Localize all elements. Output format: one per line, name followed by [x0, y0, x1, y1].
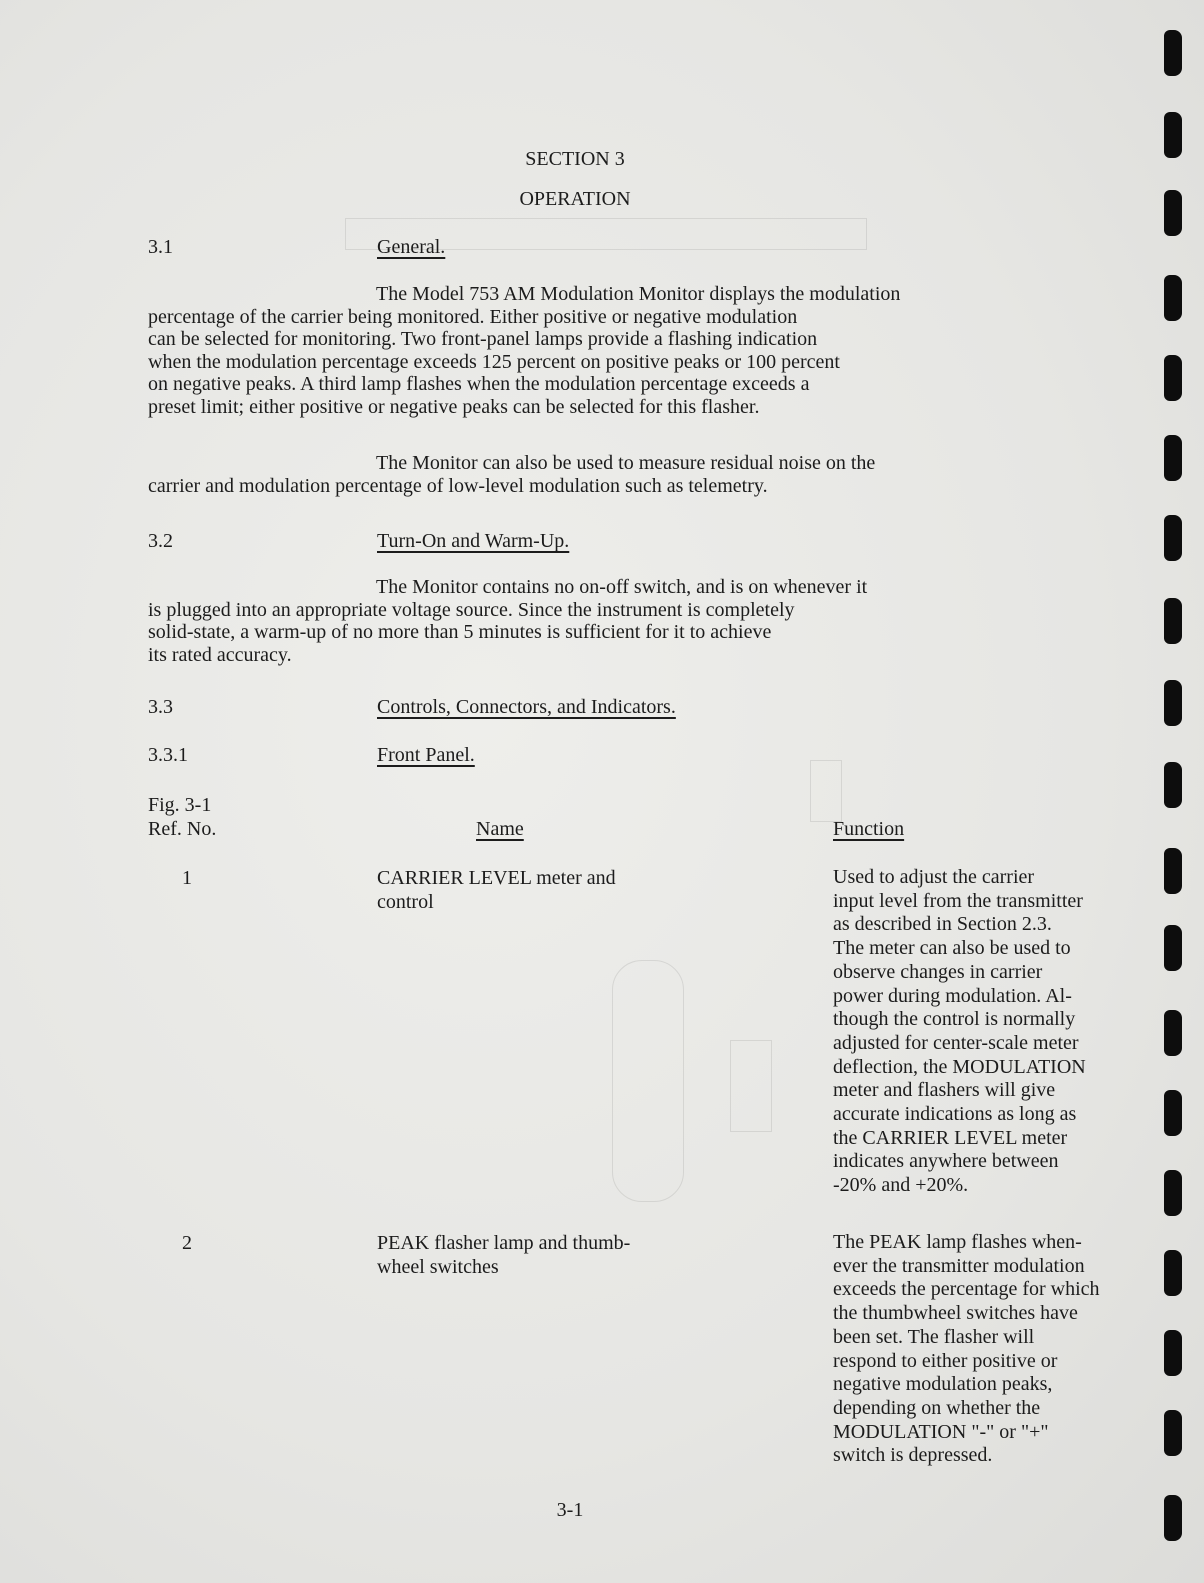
table-row-function — [833, 866, 1086, 1198]
paragraph — [148, 283, 1098, 418]
ref-column-header: Fig. 3-1 — [148, 794, 212, 816]
function-line: deflection, the MODULATION — [833, 1055, 1086, 1078]
table-row-name — [377, 1231, 630, 1279]
section-heading: Turn-On and Warm-Up. — [377, 530, 570, 552]
binder-hole-tab — [1164, 1330, 1182, 1376]
paragraph-line: on negative peaks. A third lamp flashes when the modulation percentage exceeds a — [148, 373, 810, 395]
name-line: PEAK flasher lamp and thumb- — [377, 1232, 631, 1254]
section-heading: General. — [377, 236, 446, 258]
name-line: CARRIER LEVEL meter and — [377, 867, 616, 889]
function-line: depending on whether the — [833, 1396, 1041, 1419]
paragraph-line: percentage of the carrier being monitored. Either positive or negative modulation — [148, 305, 798, 328]
function-line: accurate indications as long as — [833, 1103, 1077, 1126]
function-line: ever the transmitter modulation — [833, 1254, 1085, 1277]
binder-hole-tab — [1164, 762, 1182, 808]
paragraph-line: The Model 753 AM Modulation Monitor displays the modulation — [376, 283, 901, 305]
function-line: The PEAK lamp flashes when- — [833, 1231, 1082, 1253]
binder-hole-tab — [1164, 515, 1182, 561]
function-line: The meter can also be used to — [833, 937, 1071, 960]
function-line: as described in Section 2.3. — [833, 913, 1052, 936]
function-line: MODULATION "-" or "+" — [833, 1420, 1049, 1443]
binder-hole-tab — [1164, 355, 1182, 401]
function-line: meter and flashers will give — [833, 1079, 1056, 1102]
function-line: been set. The flasher will — [833, 1325, 1035, 1348]
paragraph-line: its rated accuracy. — [148, 643, 292, 666]
paragraph-line: carrier and modulation percentage of low-level modulation such as telemetry. — [148, 474, 768, 497]
binder-hole-tab — [1164, 435, 1182, 481]
section-number: 3.1 — [148, 236, 173, 258]
table-row-function — [833, 1231, 1100, 1468]
binder-hole-tab — [1164, 1170, 1182, 1216]
page-number: 3-1 — [556, 1499, 584, 1521]
binder-hole-tab — [1164, 925, 1182, 971]
paragraph-line: The Monitor can also be used to measure residual noise on the — [376, 452, 876, 474]
binder-hole-tab — [1164, 598, 1182, 644]
bleed-through-mark — [730, 1040, 772, 1132]
binder-hole-tab — [1164, 112, 1182, 158]
function-line: though the control is normally — [833, 1008, 1076, 1031]
function-line: the CARRIER LEVEL meter — [833, 1126, 1068, 1149]
name-line: wheel switches — [377, 1256, 499, 1278]
function-column-header: Function — [833, 818, 905, 840]
section-number: 3.2 — [148, 530, 173, 552]
bleed-through-mark — [810, 760, 842, 822]
function-line: adjusted for center-scale meter — [833, 1031, 1079, 1054]
paragraph-line: can be selected for monitoring. Two front-panel lamps provide a flashing indication — [148, 328, 818, 350]
function-line: -20% and +20%. — [833, 1174, 969, 1197]
ref-column-header: Ref. No. — [148, 818, 217, 840]
binder-hole-tab — [1164, 190, 1182, 236]
paragraph — [148, 452, 1098, 497]
table-row-name — [377, 866, 616, 914]
function-line: indicates anywhere between — [833, 1150, 1059, 1173]
table-row-ref: 1 — [182, 867, 192, 889]
function-line: negative modulation peaks, — [833, 1373, 1053, 1396]
binder-hole-tab — [1164, 275, 1182, 321]
function-line: exceeds the percentage for which — [833, 1278, 1100, 1301]
subsection-heading: Front Panel. — [377, 744, 475, 766]
binder-hole-tab — [1164, 1010, 1182, 1056]
paragraph-line: when the modulation percentage exceeds 125 percent on positive peaks or 100 percent — [148, 350, 840, 373]
section-heading: Controls, Connectors, and Indicators. — [377, 696, 676, 718]
name-column-header: Name — [476, 818, 524, 840]
paragraph-line: preset limit; either positive or negative peaks can be selected for this flasher. — [148, 395, 760, 418]
binder-hole-tab — [1164, 1495, 1182, 1541]
function-line: switch is depressed. — [833, 1444, 993, 1467]
binder-hole-tab — [1164, 680, 1182, 726]
paragraph — [148, 576, 1098, 666]
function-line: Used to adjust the carrier — [833, 866, 1035, 888]
binder-hole-tab — [1164, 1410, 1182, 1456]
section-number: 3.3 — [148, 696, 173, 718]
binder-hole-tab — [1164, 848, 1182, 894]
function-line: power during modulation. Al- — [833, 984, 1072, 1007]
function-line: observe changes in carrier — [833, 960, 1043, 983]
section-title: OPERATION — [519, 188, 631, 210]
name-line: control — [377, 891, 434, 913]
binder-hole-tab — [1164, 1250, 1182, 1296]
function-line: input level from the transmitter — [833, 889, 1083, 912]
section-label: SECTION 3 — [525, 148, 625, 170]
paragraph-line: The Monitor contains no on-off switch, and is on whenever it — [376, 576, 868, 598]
binder-hole-tab — [1164, 30, 1182, 76]
paragraph-line: solid-state, a warm-up of no more than 5 minutes is sufficient for it to achieve — [148, 621, 772, 643]
subsection-number: 3.3.1 — [148, 744, 188, 766]
bleed-through-mark — [612, 960, 684, 1202]
paragraph-line: is plugged into an appropriate voltage source. Since the instrument is completely — [148, 598, 795, 621]
table-row-ref: 2 — [182, 1232, 192, 1254]
function-line: respond to either positive or — [833, 1349, 1058, 1372]
function-line: the thumbwheel switches have — [833, 1302, 1078, 1325]
binder-hole-tab — [1164, 1090, 1182, 1136]
